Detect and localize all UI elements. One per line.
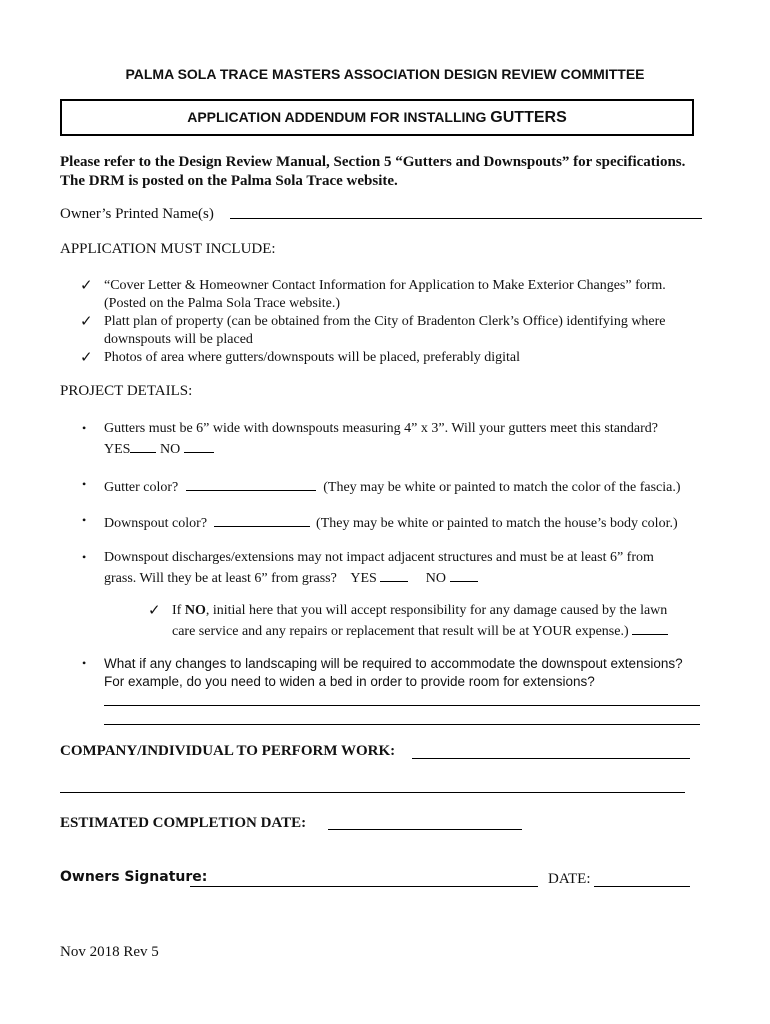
gutter-color-note: (They may be white or painted to match the color of the fascia.) (323, 480, 681, 495)
landscape-answer-field-2[interactable] (104, 724, 700, 725)
application-item-3: Photos of area where gutters/downspouts will be placed, preferably digital (104, 350, 520, 365)
if-no-line-1 (172, 602, 668, 620)
yes-label: YES (104, 442, 131, 457)
no-label: NO (425, 571, 447, 586)
discharge-yes-field[interactable] (380, 567, 408, 582)
owner-name-field[interactable] (230, 218, 702, 219)
discharge-line-1: Downspout discharges/extensions may not impact adjacent structures and must be at least 6” from (104, 550, 654, 565)
application-heading: APPLICATION MUST INCLUDE: (60, 241, 276, 257)
bullet-icon: • (82, 421, 87, 435)
landscape-answer-field-1[interactable] (104, 705, 700, 706)
date-field[interactable] (594, 886, 690, 887)
discharge-no-field[interactable] (450, 567, 478, 582)
gutter-size-no-field[interactable] (184, 438, 214, 453)
signature-label: Owners Signature: (60, 869, 208, 885)
checkmark-icon: ✓ (80, 278, 93, 294)
landscape-question (104, 655, 683, 691)
if-no-prefix: If (172, 603, 182, 618)
landscape-line-2: For example, do you need to widen a bed in order to provide room for extensions? (104, 674, 595, 689)
yes-label: YES (350, 571, 377, 586)
bullet-icon: • (82, 550, 87, 564)
landscape-line-1: What if any changes to landscaping will be required to accommodate the downspout extensions? (104, 656, 683, 671)
company-label: COMPANY/INDIVIDUAL TO PERFORM WORK: (60, 743, 396, 759)
application-item-2 (104, 313, 666, 349)
bullet-icon: • (82, 656, 87, 670)
company-field[interactable] (412, 758, 690, 759)
bullet-icon: • (82, 477, 87, 491)
intro-text (60, 153, 685, 191)
application-item-1-line-2: (Posted on the Palma Sola Trace website.) (104, 296, 341, 311)
if-no-initial-field[interactable] (632, 620, 668, 635)
completion-date-field[interactable] (328, 829, 522, 830)
downspout-color-note: (They may be white or painted to match the house’s body color.) (316, 516, 678, 531)
downspout-color-row (104, 512, 678, 533)
gutter-color-row (104, 476, 681, 497)
bullet-icon: • (82, 513, 87, 527)
application-item-2-line-2: downspouts will be placed (104, 332, 253, 347)
owner-name-label: Owner’s Printed Name(s) (60, 206, 214, 222)
signature-label-text: Owners Signature (60, 869, 202, 885)
signature-field[interactable] (190, 886, 538, 887)
date-label: DATE: (548, 871, 591, 887)
no-label: NO (159, 442, 181, 457)
gutter-size-yes-field[interactable] (130, 438, 156, 453)
project-heading: PROJECT DETAILS: (60, 383, 193, 399)
intro-line-1: Please refer to the Design Review Manual, Section 5 “Gutters and Downspouts” for specifications. (60, 154, 686, 170)
gutter-color-label: Gutter color? (104, 480, 179, 495)
checkmark-icon: ✓ (80, 350, 93, 366)
if-no-bold: NO (184, 603, 206, 618)
checkmark-icon: ✓ (148, 603, 161, 619)
application-item-1-line-1: “Cover Letter & Homeowner Contact Information for Application to Make Exterior Changes” form. (104, 278, 666, 293)
discharge-line-2-text: grass. Will they be at least 6” from grass? (104, 571, 337, 586)
addendum-title-box (60, 99, 694, 136)
gutter-size-question: Gutters must be 6” wide with downspouts measuring 4” x 3”. Will your gutters meet this standard? (104, 421, 659, 436)
footer-revision: Nov 2018 Rev 5 (60, 944, 159, 960)
intro-line-2: The DRM is posted on the Palma Sola Trace website. (60, 173, 398, 189)
addendum-title (62, 109, 692, 127)
if-no-line-2 (172, 620, 668, 641)
gutter-color-field[interactable] (186, 476, 316, 491)
completion-label: ESTIMATED COMPLETION DATE: (60, 815, 307, 831)
gutter-size-answer (104, 438, 214, 459)
if-no-line-2-text: care service and any repairs or replacement that result will be at YOUR expense.) (172, 624, 629, 639)
addendum-title-prefix: APPLICATION ADDENDUM FOR INSTALLING (187, 109, 487, 125)
if-no-rest: , initial here that you will accept responsibility for any damage caused by the lawn (205, 603, 668, 618)
application-item-1 (104, 277, 666, 313)
if-no-statement (172, 602, 668, 641)
downspout-color-field[interactable] (214, 512, 310, 527)
company-field-line-2[interactable] (60, 792, 685, 793)
document-title: PALMA SOLA TRACE MASTERS ASSOCIATION DESIGN REVIEW COMMITTEE (125, 66, 645, 82)
checkmark-icon: ✓ (80, 314, 93, 330)
application-item-2-line-1: Platt plan of property (can be obtained from the City of Bradenton Clerk’s Office) identifying where (104, 314, 666, 329)
addendum-title-gutters: GUTTERS (490, 109, 567, 126)
discharge-line-2 (104, 567, 654, 588)
discharge-question (104, 549, 654, 588)
downspout-color-label: Downspout color? (104, 516, 208, 531)
